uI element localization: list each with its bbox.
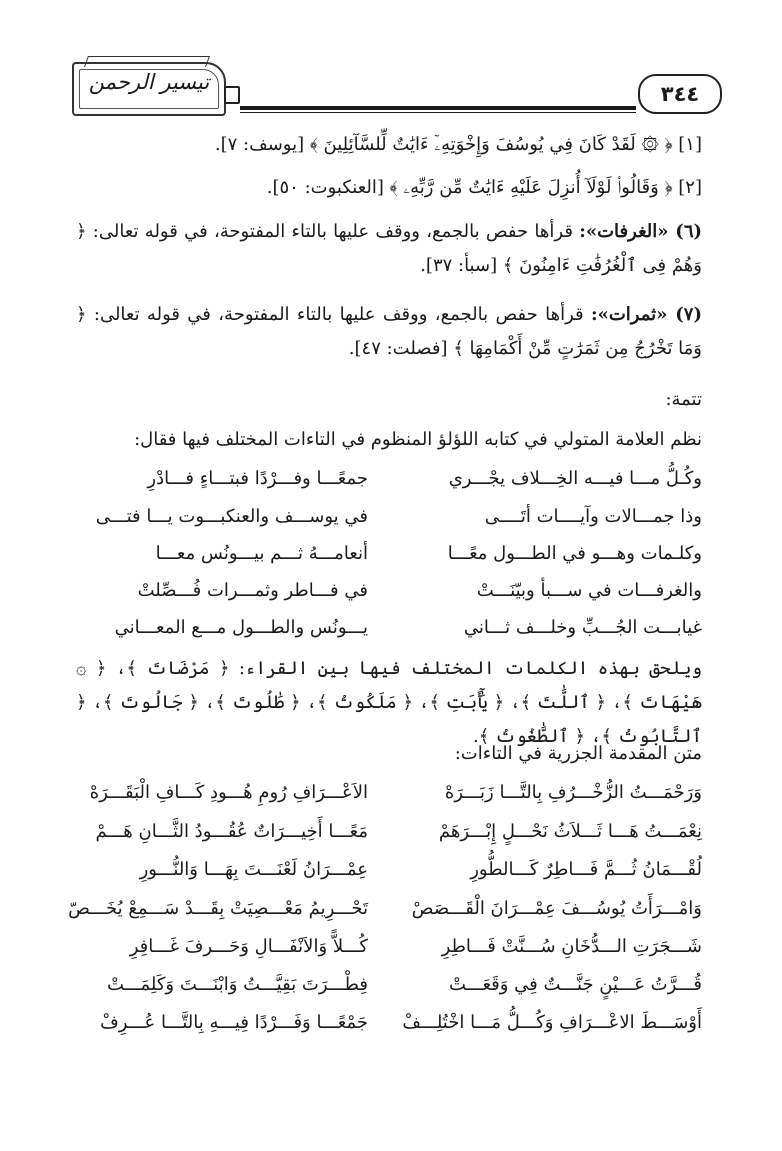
note-6-heading: (٦) «الغرفات»: bbox=[579, 221, 703, 242]
verse-first-half: أَوْسَـــطَ الاعْـــرَافِ وَكُـــلُّ مَـــا اخْتُلِـــفْ bbox=[402, 1012, 702, 1033]
verse-row bbox=[76, 462, 702, 496]
verse-row bbox=[76, 537, 702, 571]
page-header bbox=[72, 62, 722, 122]
verse-first-half: وكُـلُّ مـــا فيـــه الخِـــلاف يجْـــري bbox=[448, 468, 702, 489]
verse-first-half: وكلـمات وهـــو في الطـــول معًـــا bbox=[447, 543, 702, 564]
verse-second-half: في يوســـف والعنكبـــوت يـــا فتـــى bbox=[95, 506, 368, 527]
book-title: تيسير الرحمن bbox=[88, 70, 210, 94]
verse-second-half: جمعًـــا وفـــرْدًا فبتـــاءٍ فـــادْرِ bbox=[147, 468, 368, 489]
verse-row bbox=[76, 776, 702, 810]
verse-first-half: لُقْـــمَانُ ثُـــمَّ فَـــاطِرٌ كَـــالطُّورِ bbox=[470, 859, 702, 880]
header-rule bbox=[240, 106, 636, 110]
verse-first-half: والغرفـــات في ســـبأ وبيّنَـــتْ bbox=[476, 580, 702, 601]
verse-first-half: غيابـــت الجُـــبِّ وخلـــف ثـــاني bbox=[463, 617, 702, 638]
verse-row bbox=[76, 930, 702, 964]
verse-row bbox=[76, 968, 702, 1002]
section-heading-matn: متن المقدمة الجزرية في التاءات: bbox=[454, 743, 702, 764]
footnote-2: [٢] ﴿ وَقَالُوا۟ لَوْلَآ أُنزِلَ عَلَيْهِ ءَايَٰتٌ مِّن رَّبِّهِۦ ﴾ [العنكبوت: ٥٠]. bbox=[266, 177, 702, 198]
verse-second-half: الاَعْـــرَافِ رُومِ هُـــودِ كَـــافِ الْبَقَـــرَهْ bbox=[89, 782, 368, 803]
verse-row bbox=[76, 853, 702, 887]
book-title-logo bbox=[72, 62, 226, 116]
verse-second-half: في فـــاطر وثمـــرات فُـــصِّلتْ bbox=[137, 580, 368, 601]
verse-row bbox=[76, 1006, 702, 1040]
section-heading-tatimma: تتمة: bbox=[665, 389, 702, 410]
header-rule-thin bbox=[240, 112, 636, 113]
verse-second-half: عِمْـــرَانُ لَعْنَـــتَ بِهَـــا وَالنُّـــورِ bbox=[139, 859, 368, 880]
verse-first-half: وذا جمـــالات وآيــــات أتَــــى bbox=[484, 506, 702, 527]
verse-row bbox=[76, 815, 702, 849]
note-6 bbox=[76, 215, 702, 283]
verse-second-half: أنعامـــهُ ثـــم بيـــونُس معـــا bbox=[155, 543, 368, 564]
note-7 bbox=[76, 298, 702, 366]
verse-second-half: مَعًـــا أَخِيـــرَاتٌ عُقُـــودُ الثَّـــانِ هَـــمْ bbox=[95, 821, 368, 842]
verse-row bbox=[76, 574, 702, 608]
note-7-heading: (٧) «ثمرات»: bbox=[590, 304, 702, 325]
verse-second-half: يـــونُس والطـــول مـــع المعـــاني bbox=[114, 617, 368, 638]
verse-row bbox=[76, 500, 702, 534]
logo-decoration bbox=[84, 56, 210, 67]
verse-second-half: فِطْـــرَتَ بَقِيَّـــتُ وَابْنَـــتَ وَكَلِمَـــتْ bbox=[106, 974, 368, 995]
footnote-1: [١] ﴿ ۞ لَقَدْ كَانَ فِي يُوسُفَ وَإِخْوَتِهِۦٓ ءَايَٰتٌ لِّلسَّآئِلِينَ ﴾ [يوسف: ٧]. bbox=[214, 134, 702, 155]
note-6-body: قرأها حفص بالجمع، ووقف عليها بالتاء المفتوحة، في قوله تعالى: ﴿ وَهُمْ فِى ٱلْغُرُفَٰتِ ءَامِنُونَ ﴾ [سبأ: ٣٧]. bbox=[76, 221, 702, 276]
verse-first-half: قُـــرَّتُ عَـــيْنٍ جَنَّـــتٌ فِي وَقَعَـــتْ bbox=[448, 974, 702, 995]
verse-row bbox=[68, 892, 702, 926]
lamp-icon bbox=[224, 86, 240, 104]
poem-intro: نظم العلامة المتولي في كتابه اللؤلؤ المنظوم في التاءات المختلف فيها فقال: bbox=[134, 429, 702, 450]
verse-first-half: وَامْـــرَأَتُ يُوسُـــفَ عِمْـــرَانَ الْقَـــصَصْ bbox=[411, 898, 702, 919]
verse-second-half: كُـــلاًّ وَالاَنْفَـــالِ وَحَـــرفَ غَـــافِرِ bbox=[129, 936, 368, 957]
verse-row bbox=[76, 611, 702, 645]
verse-second-half: جَمْعًـــا وَفَـــرْدًا فِيـــهِ بِالتَّـــا عُـــرِفْ bbox=[100, 1012, 368, 1033]
verse-first-half: وَرَحْمَـــتُ الزُّخْـــرُفِ بِالتَّـــا زَبَـــرَهْ bbox=[444, 782, 702, 803]
page-number: ٣٤٤ bbox=[638, 74, 722, 114]
verse-second-half: تَحْـــرِيمُ مَعْـــصِيَتْ بِقَـــدْ سَـــمِعْ يُخَـــصّ bbox=[68, 898, 368, 919]
verse-first-half: نِعْمَـــتُ هَـــا ثَـــلاَثُ نَحْـــلٍ إِبْـــرَهَمْ bbox=[438, 821, 702, 842]
note-7-body: قرأها حفص بالجمع، ووقف عليها بالتاء المفتوحة، في قوله تعالى: ﴿ وَمَا تَخْرُجُ مِن ثَمَرَٰتٍ مِّنْ أَكْمَامِهَا ﴾ [فصلت: ٤٧]. bbox=[76, 304, 702, 359]
verse-first-half: شَـــجَرَتِ الـــدُّخَانِ سُـــنَّتْ فَـــاطِرِ bbox=[441, 936, 702, 957]
additional-words: ويلحق بهذه الكلمات المختلف فيها بين القراء: ﴿ مَرْضَاتَ ﴾، ﴿ ۞ هَيْهَاتَ ﴾، ﴿ ٱللَّٰتَ ﴾، ﴿ يَٰٓأَبَتِ ﴾، ﴿ مَلَكُوتُ ﴾، ﴿ طَٰلُوتَ ﴾، ﴿ جَالُوتَ ﴾، ﴿ ٱلتَّابُوتُ ﴾، ﴿ ٱلطَّٰغُوتُ ﴾. bbox=[76, 658, 702, 747]
